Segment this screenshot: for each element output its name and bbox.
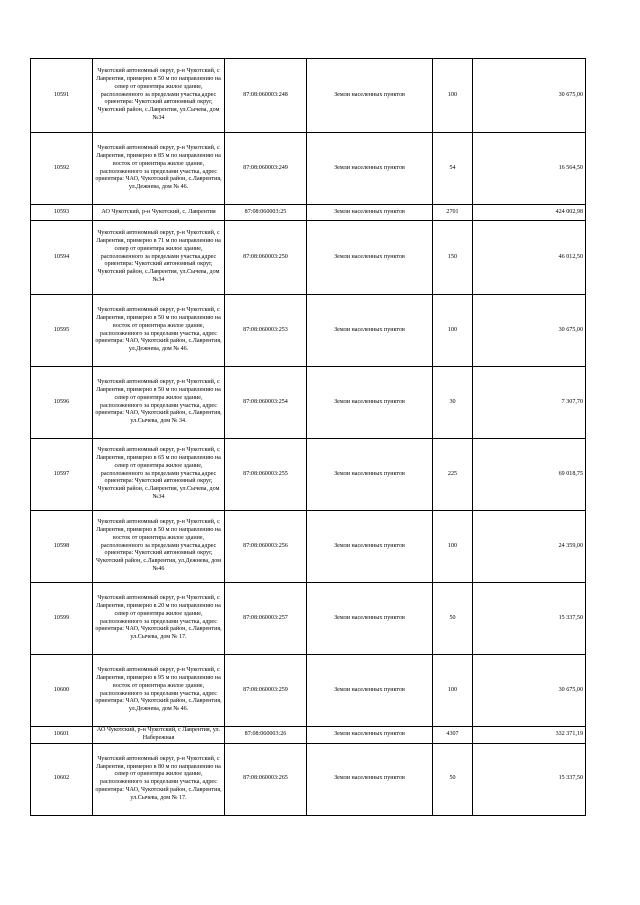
document-page <box>30 58 585 816</box>
area-cell: 150 <box>433 221 473 295</box>
land-category-cell: Земли населенных пунктов <box>307 727 433 744</box>
cadastral-number-cell: 87:08:060003:253 <box>225 295 307 367</box>
land-category-cell: Земли населенных пунктов <box>307 59 433 133</box>
cadastral-value-cell: 46 012,50 <box>473 221 586 295</box>
address-cell: Чукотский автономный округ, р-н Чукотский, с Лаврентия, примерно в 50 м по направлению на восток от ориентира жилое здание, расположенного за пределами участка,адрес ориентира: Чукотский автономный округ, Чукотский район, с.Лаврентия, ул.Дежнева, дом №46 <box>93 511 225 583</box>
row-number: 10600 <box>31 655 93 727</box>
area-cell: 100 <box>433 295 473 367</box>
cadastral-value-cell: 332 371,19 <box>473 727 586 744</box>
table-row <box>31 743 586 815</box>
row-number: 10595 <box>31 295 93 367</box>
land-category-cell: Земли населенных пунктов <box>307 743 433 815</box>
table-row <box>31 133 586 205</box>
cadastral-number-cell: 87:08:060003:248 <box>225 59 307 133</box>
land-category-cell: Земли населенных пунктов <box>307 367 433 439</box>
cadastral-number-cell: 87:08:060003:259 <box>225 655 307 727</box>
cadastral-number-cell: 87:08:060003:265 <box>225 743 307 815</box>
area-cell: 4307 <box>433 727 473 744</box>
row-number: 10593 <box>31 205 93 221</box>
cadastral-number-cell: 87:08:060003:254 <box>225 367 307 439</box>
address-cell: Чукотский автономный округ, р-н Чукотский, с Лаврентия, примерно в 85 м по направлению на восток от ориентира жилое здание, расположенного за пределами участка, адрес ориентира: ЧАО, Чукотский район, с.Лаврентия, ул.Дежнева, дом № 46. <box>93 133 225 205</box>
cadastral-value-cell: 7 307,70 <box>473 367 586 439</box>
cadastral-value-cell: 16 564,50 <box>473 133 586 205</box>
area-cell: 225 <box>433 439 473 511</box>
address-cell: Чукотский автономный округ, р-н Чукотский, с Лаврентия, примерно в 65 м по направлению на север от ориентира жилое здание, расположенного за пределами участка,адрес ориентира: Чукотский автономный округ, Чукотский район, с.Лаврентия, ул.Сычева, дом №34 <box>93 439 225 511</box>
cadastral-number-cell: 87:08:060003:255 <box>225 439 307 511</box>
land-category-cell: Земли населенных пунктов <box>307 583 433 655</box>
area-cell: 100 <box>433 59 473 133</box>
cadastral-number-cell: 87:08:060003:256 <box>225 511 307 583</box>
area-cell: 50 <box>433 583 473 655</box>
area-cell: 100 <box>433 511 473 583</box>
table-row <box>31 295 586 367</box>
cadastral-number-cell: 87:08:060003:26 <box>225 727 307 744</box>
address-cell: Чукотский автономный округ, р-н Чукотский, с Лаврентия, примерно в 71 м по направлению на север от ориентира жилое здание, расположенного за пределами участка,адрес ориентира: Чукотский автономный округ, Чукотский район, с.Лаврентия, ул.Сычева, дом №34 <box>93 221 225 295</box>
table-row <box>31 727 586 744</box>
land-plots-table <box>30 58 586 816</box>
address-cell: Чукотский автономный округ, р-н Чукотский, с Лаврентия, примерно в 50 м по направлению на восток от ориентира жилое здание, расположенного за пределами участка, адрес ориентира: ЧАО, Чукотский район, с.Лаврентия, ул.Дежнева, дом № 46. <box>93 295 225 367</box>
address-cell: Чукотский автономный округ, р-н Чукотский, с Лаврентия, примерно в 50 м по направлению на север от ориентира жилое здание, расположенного за пределами участка, адрес ориентира: ЧАО, Чукотский район, с.Лаврентия, ул.Сычева, дом № 34. <box>93 367 225 439</box>
row-number: 10594 <box>31 221 93 295</box>
table-row <box>31 367 586 439</box>
cadastral-value-cell: 69 018,75 <box>473 439 586 511</box>
cadastral-value-cell: 30 675,00 <box>473 655 586 727</box>
row-number: 10601 <box>31 727 93 744</box>
area-cell: 30 <box>433 367 473 439</box>
row-number: 10592 <box>31 133 93 205</box>
area-cell: 54 <box>433 133 473 205</box>
land-category-cell: Земли населенных пунктов <box>307 205 433 221</box>
land-category-cell: Земли населенных пунктов <box>307 439 433 511</box>
row-number: 10598 <box>31 511 93 583</box>
area-cell: 100 <box>433 655 473 727</box>
cadastral-value-cell: 24 359,00 <box>473 511 586 583</box>
address-cell: АО Чукотский, р-н Чукотский, с Лаврентия, ул. Набережная <box>93 727 225 744</box>
cadastral-value-cell: 424 002,98 <box>473 205 586 221</box>
table-body <box>31 59 586 816</box>
address-cell: АО Чукотский, р-н Чукотский, с. Лаврентия <box>93 205 225 221</box>
row-number: 10602 <box>31 743 93 815</box>
row-number: 10597 <box>31 439 93 511</box>
area-cell: 50 <box>433 743 473 815</box>
cadastral-value-cell: 30 675,00 <box>473 59 586 133</box>
table-row <box>31 439 586 511</box>
land-category-cell: Земли населенных пунктов <box>307 295 433 367</box>
cadastral-value-cell: 30 675,00 <box>473 295 586 367</box>
row-number: 10599 <box>31 583 93 655</box>
cadastral-value-cell: 15 337,50 <box>473 583 586 655</box>
land-category-cell: Земли населенных пунктов <box>307 511 433 583</box>
cadastral-value-cell: 15 337,50 <box>473 743 586 815</box>
row-number: 10591 <box>31 59 93 133</box>
table-row <box>31 511 586 583</box>
address-cell: Чукотский автономный округ, р-н Чукотский, с Лаврентия, примерно в 20 м по направлению на север от ориентира жилое здание, расположенного за пределами участка, адрес ориентира: ЧАО, Чукотский район, с.Лаврентия, ул.Сычева, дом № 17. <box>93 583 225 655</box>
land-category-cell: Земли населенных пунктов <box>307 221 433 295</box>
land-category-cell: Земли населенных пунктов <box>307 655 433 727</box>
cadastral-number-cell: 87:08:060003:257 <box>225 583 307 655</box>
table-row <box>31 59 586 133</box>
row-number: 10596 <box>31 367 93 439</box>
cadastral-number-cell: 87:08:060003:250 <box>225 221 307 295</box>
table-row <box>31 221 586 295</box>
table-row <box>31 205 586 221</box>
address-cell: Чукотский автономный округ, р-н Чукотский, с Лаврентия, примерно в 80 м по направлению на север от ориентира жилое здание, расположенного за пределами участка, адрес ориентира: ЧАО, Чукотский район, с.Лаврентия, ул.Сычева, дом № 17. <box>93 743 225 815</box>
cadastral-number-cell: 87:08:060003:25 <box>225 205 307 221</box>
table-row <box>31 655 586 727</box>
address-cell: Чукотский автономный округ, р-н Чукотский, с Лаврентия, примерно в 95 м по направлению на восток от ориентира жилое здание, расположенного за пределами участка, адрес ориентира: ЧАО, Чукотский район, с.Лаврентия, ул.Дежнева, дом № 46. <box>93 655 225 727</box>
address-cell: Чукотский автономный округ, р-н Чукотский, с Лаврентия, примерно в 50 м по направлению на север от ориентира жилое здание, расположенного за пределами участка,адрес ориентира: Чукотский автономный округ, Чукотский район, с.Лаврентия, ул.Сычева, дом №34 <box>93 59 225 133</box>
cadastral-number-cell: 87:08:060003:249 <box>225 133 307 205</box>
area-cell: 2701 <box>433 205 473 221</box>
land-category-cell: Земли населенных пунктов <box>307 133 433 205</box>
table-row <box>31 583 586 655</box>
